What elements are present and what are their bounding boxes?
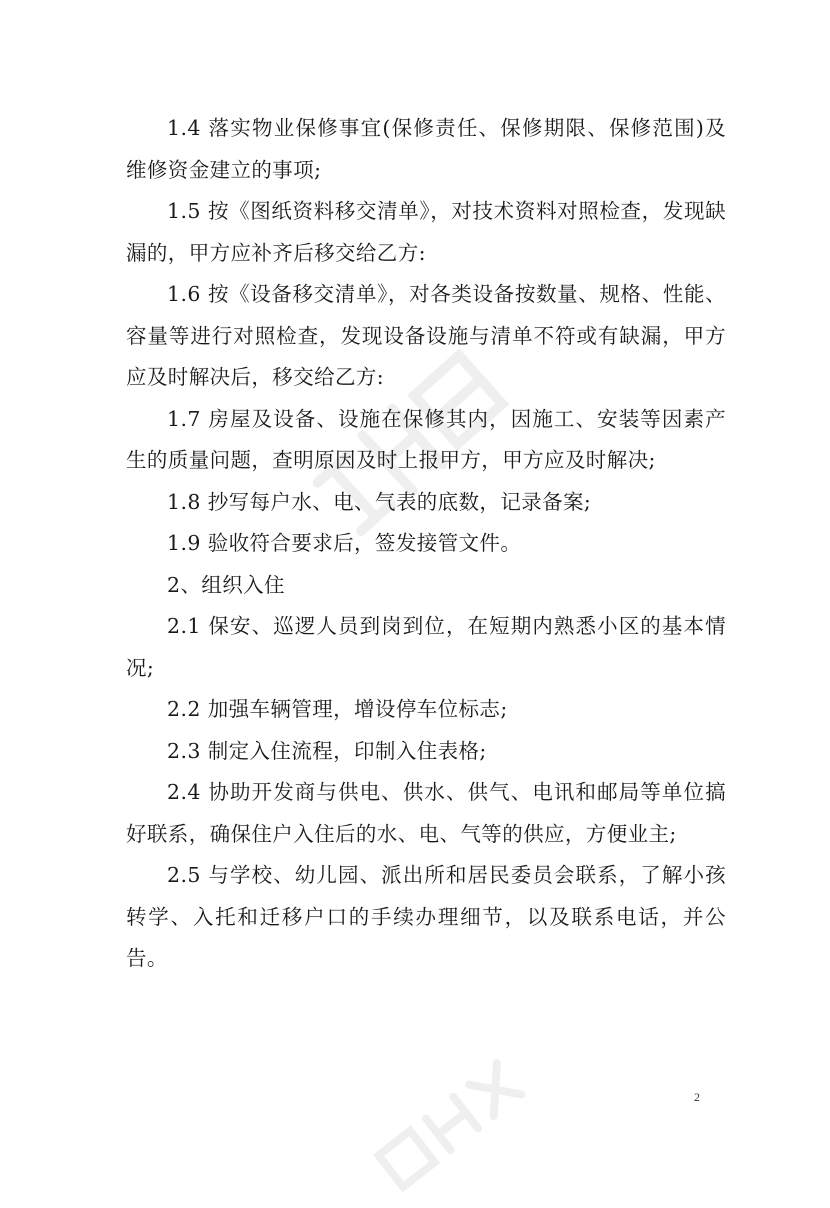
- paragraph-2-4: 2.4 协助开发商与供电、供水、供气、电讯和邮局等单位搞好联系，确保住户入住后的水、电、气等的供应，方便业主;: [126, 780, 726, 846]
- paragraph-1-9: 1.9 验收符合要求后，签发接管文件。: [167, 531, 522, 555]
- paragraph-2-3: 2.3 制定入住流程，印制入住表格;: [167, 738, 487, 763]
- paragraph-2-5: 2.5 与学校、幼儿园、派出所和居民委员会联系，了解小孩转学、入托和迁移户口的手续办理细节，以及联系电话，并公告。: [126, 863, 726, 970]
- paragraph-2-2: 2.2 加强车辆管理，增设停车位标志;: [167, 697, 508, 721]
- section-heading-2: 2、组织入住: [167, 572, 285, 597]
- document-body: [126, 108, 726, 980]
- page-number: 2: [694, 1090, 700, 1104]
- paragraph-2-1: 2.1 保安、巡逻人员到岗到位，在短期内熟悉小区的基本情况;: [126, 614, 726, 680]
- watermark-logo-bottom: [358, 1042, 543, 1208]
- paragraph-1-5: 1.5 按《图纸资料移交清单》，对技术资料对照检查，发现缺漏的，甲方应补齐后移交给乙方:: [126, 199, 726, 265]
- paragraph-1-7: 1.7 房屋及设备、设施在保修其内，因施工、安装等因素产生的质量问题，查明原因及时上报甲方，甲方应及时解决;: [126, 406, 726, 472]
- paragraph-1-8: 1.8 抄写每户水、电、气表的底数，记录备案;: [167, 489, 592, 514]
- paragraph-1-4: 1.4 落实物业保修事宜(保修责任、保修期限、保修范围)及维修资金建立的事项;: [126, 116, 726, 182]
- paragraph-1-6: 1.6 按《设备移交清单》，对各类设备按数量、规格、性能、容量等进行对照检查，发现设备设施与清单不符或有缺漏，甲方应及时解决后，移交给乙方:: [126, 282, 726, 389]
